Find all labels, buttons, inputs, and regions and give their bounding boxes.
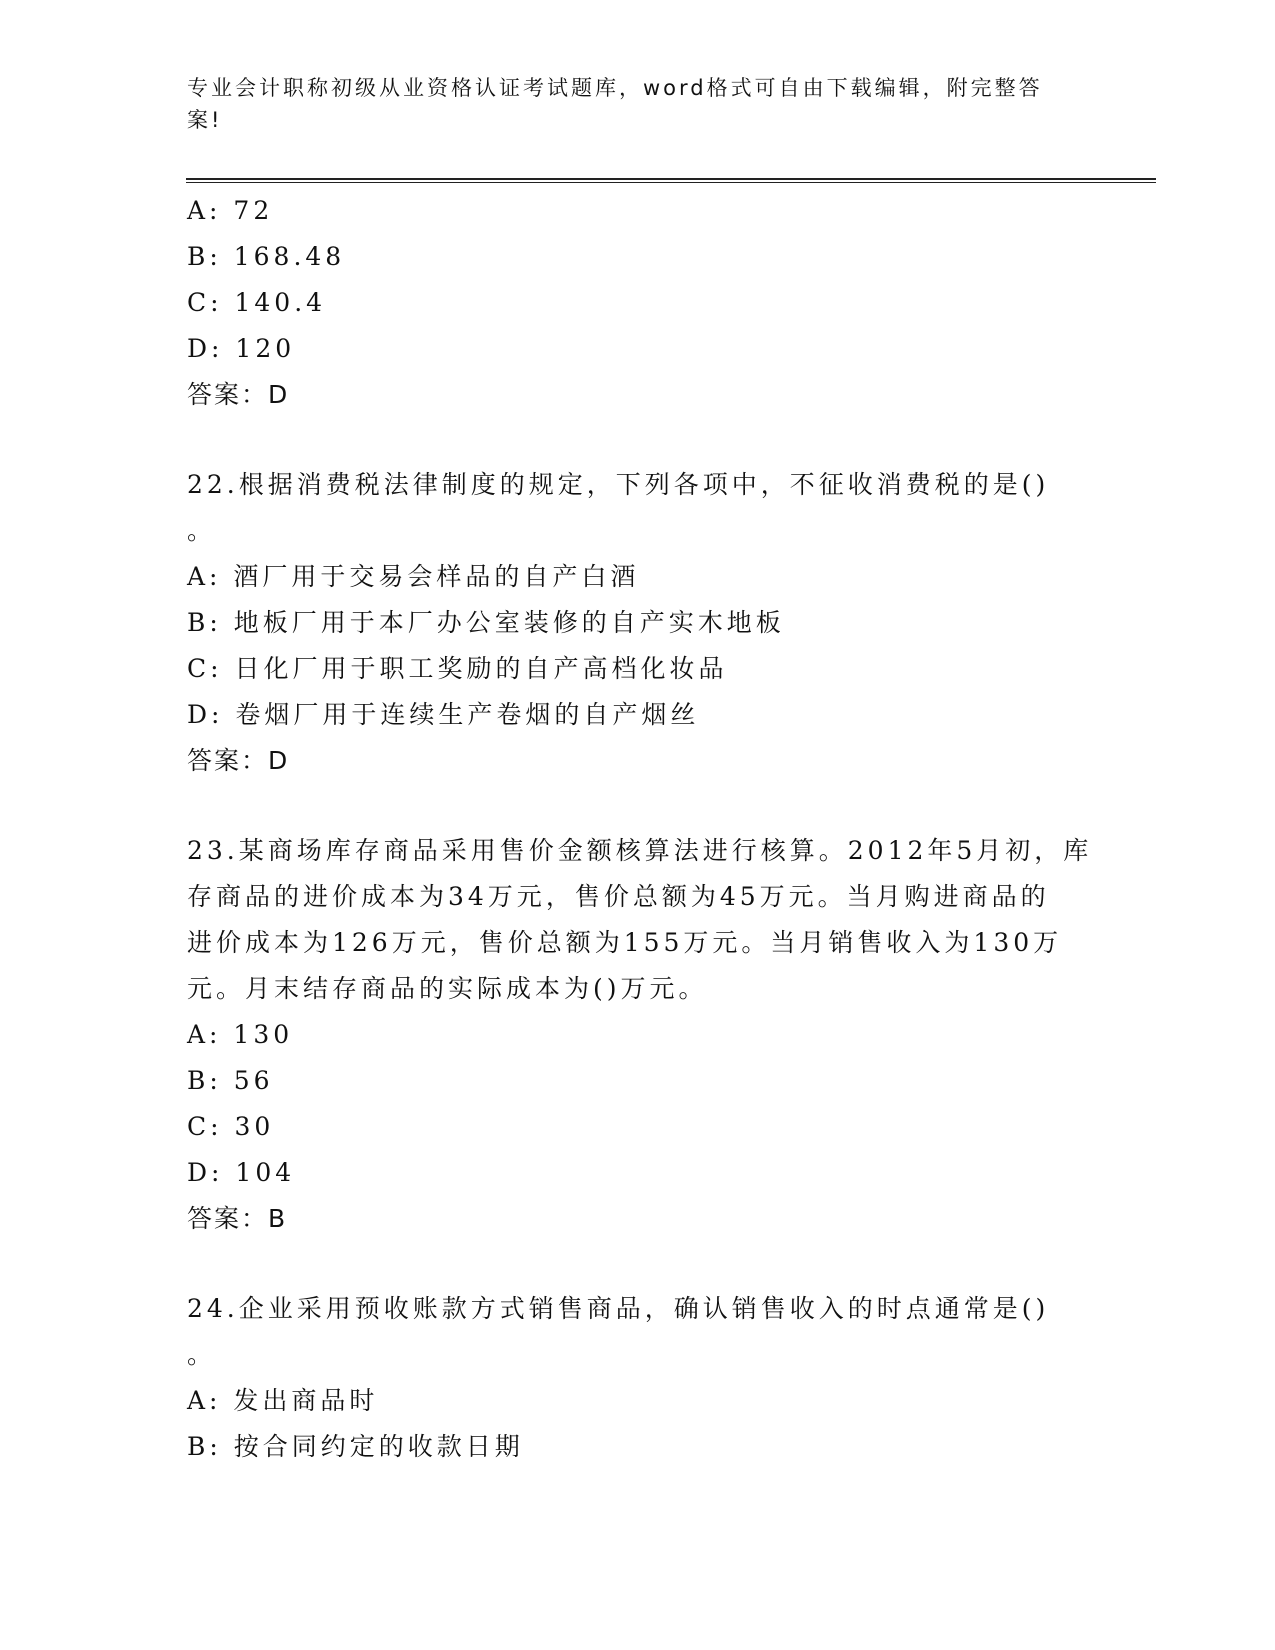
q22-answer: 答案：D (187, 746, 290, 775)
q22-option-c: C: 日化厂用于职工奖励的自产高档化妆品 (187, 654, 728, 683)
header-divider-thin (186, 182, 1156, 183)
q21-option-a: A: 72 (187, 196, 274, 225)
question-21 (187, 188, 1087, 418)
q21-answer: 答案：D (187, 380, 290, 409)
q24-stem-line-2: 。 (187, 1340, 217, 1369)
question-24 (187, 1286, 1087, 1470)
spacer (187, 1242, 1087, 1286)
q22-stem-line-2: 。 (187, 516, 217, 545)
question-list (187, 188, 1093, 1470)
q24-option-b: B: 按合同约定的收款日期 (187, 1432, 524, 1461)
spacer (187, 784, 1087, 828)
q23-option-a: A: 130 (187, 1020, 294, 1049)
q23-stem-line-4: 元。月末结存商品的实际成本为()万元。 (187, 974, 708, 1003)
q24-option-a: A: 发出商品时 (187, 1386, 379, 1415)
q21-option-b: B: 168.48 (187, 242, 346, 271)
question-22 (187, 462, 1087, 784)
q23-option-b: B: 56 (187, 1066, 274, 1095)
q22-option-b: B: 地板厂用于本厂办公室装修的自产实木地板 (187, 608, 785, 637)
q23-option-d: D: 104 (187, 1158, 296, 1187)
q23-option-c: C: 30 (187, 1112, 275, 1141)
q23-stem-line-1: 23.某商场库存商品采用售价金额核算法进行核算。2012年5月初，库 (187, 836, 1093, 865)
q22-option-d: D: 卷烟厂用于连续生产卷烟的自产烟丝 (187, 700, 700, 729)
q23-stem-line-3: 进价成本为126万元，售价总额为155万元。当月销售收入为130万 (187, 928, 1063, 957)
page-header (187, 72, 1067, 136)
header-text-line-1: 专业会计职称初级从业资格认证考试题库，word格式可自由下载编辑，附完整答 (187, 76, 1043, 100)
q22-option-a: A: 酒厂用于交易会样品的自产白酒 (187, 562, 640, 591)
q23-stem-line-2: 存商品的进价成本为34万元，售价总额为45万元。当月购进商品的 (187, 882, 1050, 911)
header-divider-thick (186, 178, 1156, 180)
q21-option-d: D: 120 (187, 334, 296, 363)
spacer (187, 418, 1087, 462)
q21-option-c: C: 140.4 (187, 288, 327, 317)
question-23 (187, 828, 1093, 1242)
q22-stem-line-1: 22.根据消费税法律制度的规定，下列各项中，不征收消费税的是() (187, 470, 1050, 499)
q24-stem-line-1: 24.企业采用预收账款方式销售商品，确认销售收入的时点通常是() (187, 1294, 1050, 1323)
q23-answer: 答案：B (187, 1204, 288, 1233)
header-text-line-2: 案! (187, 108, 223, 132)
